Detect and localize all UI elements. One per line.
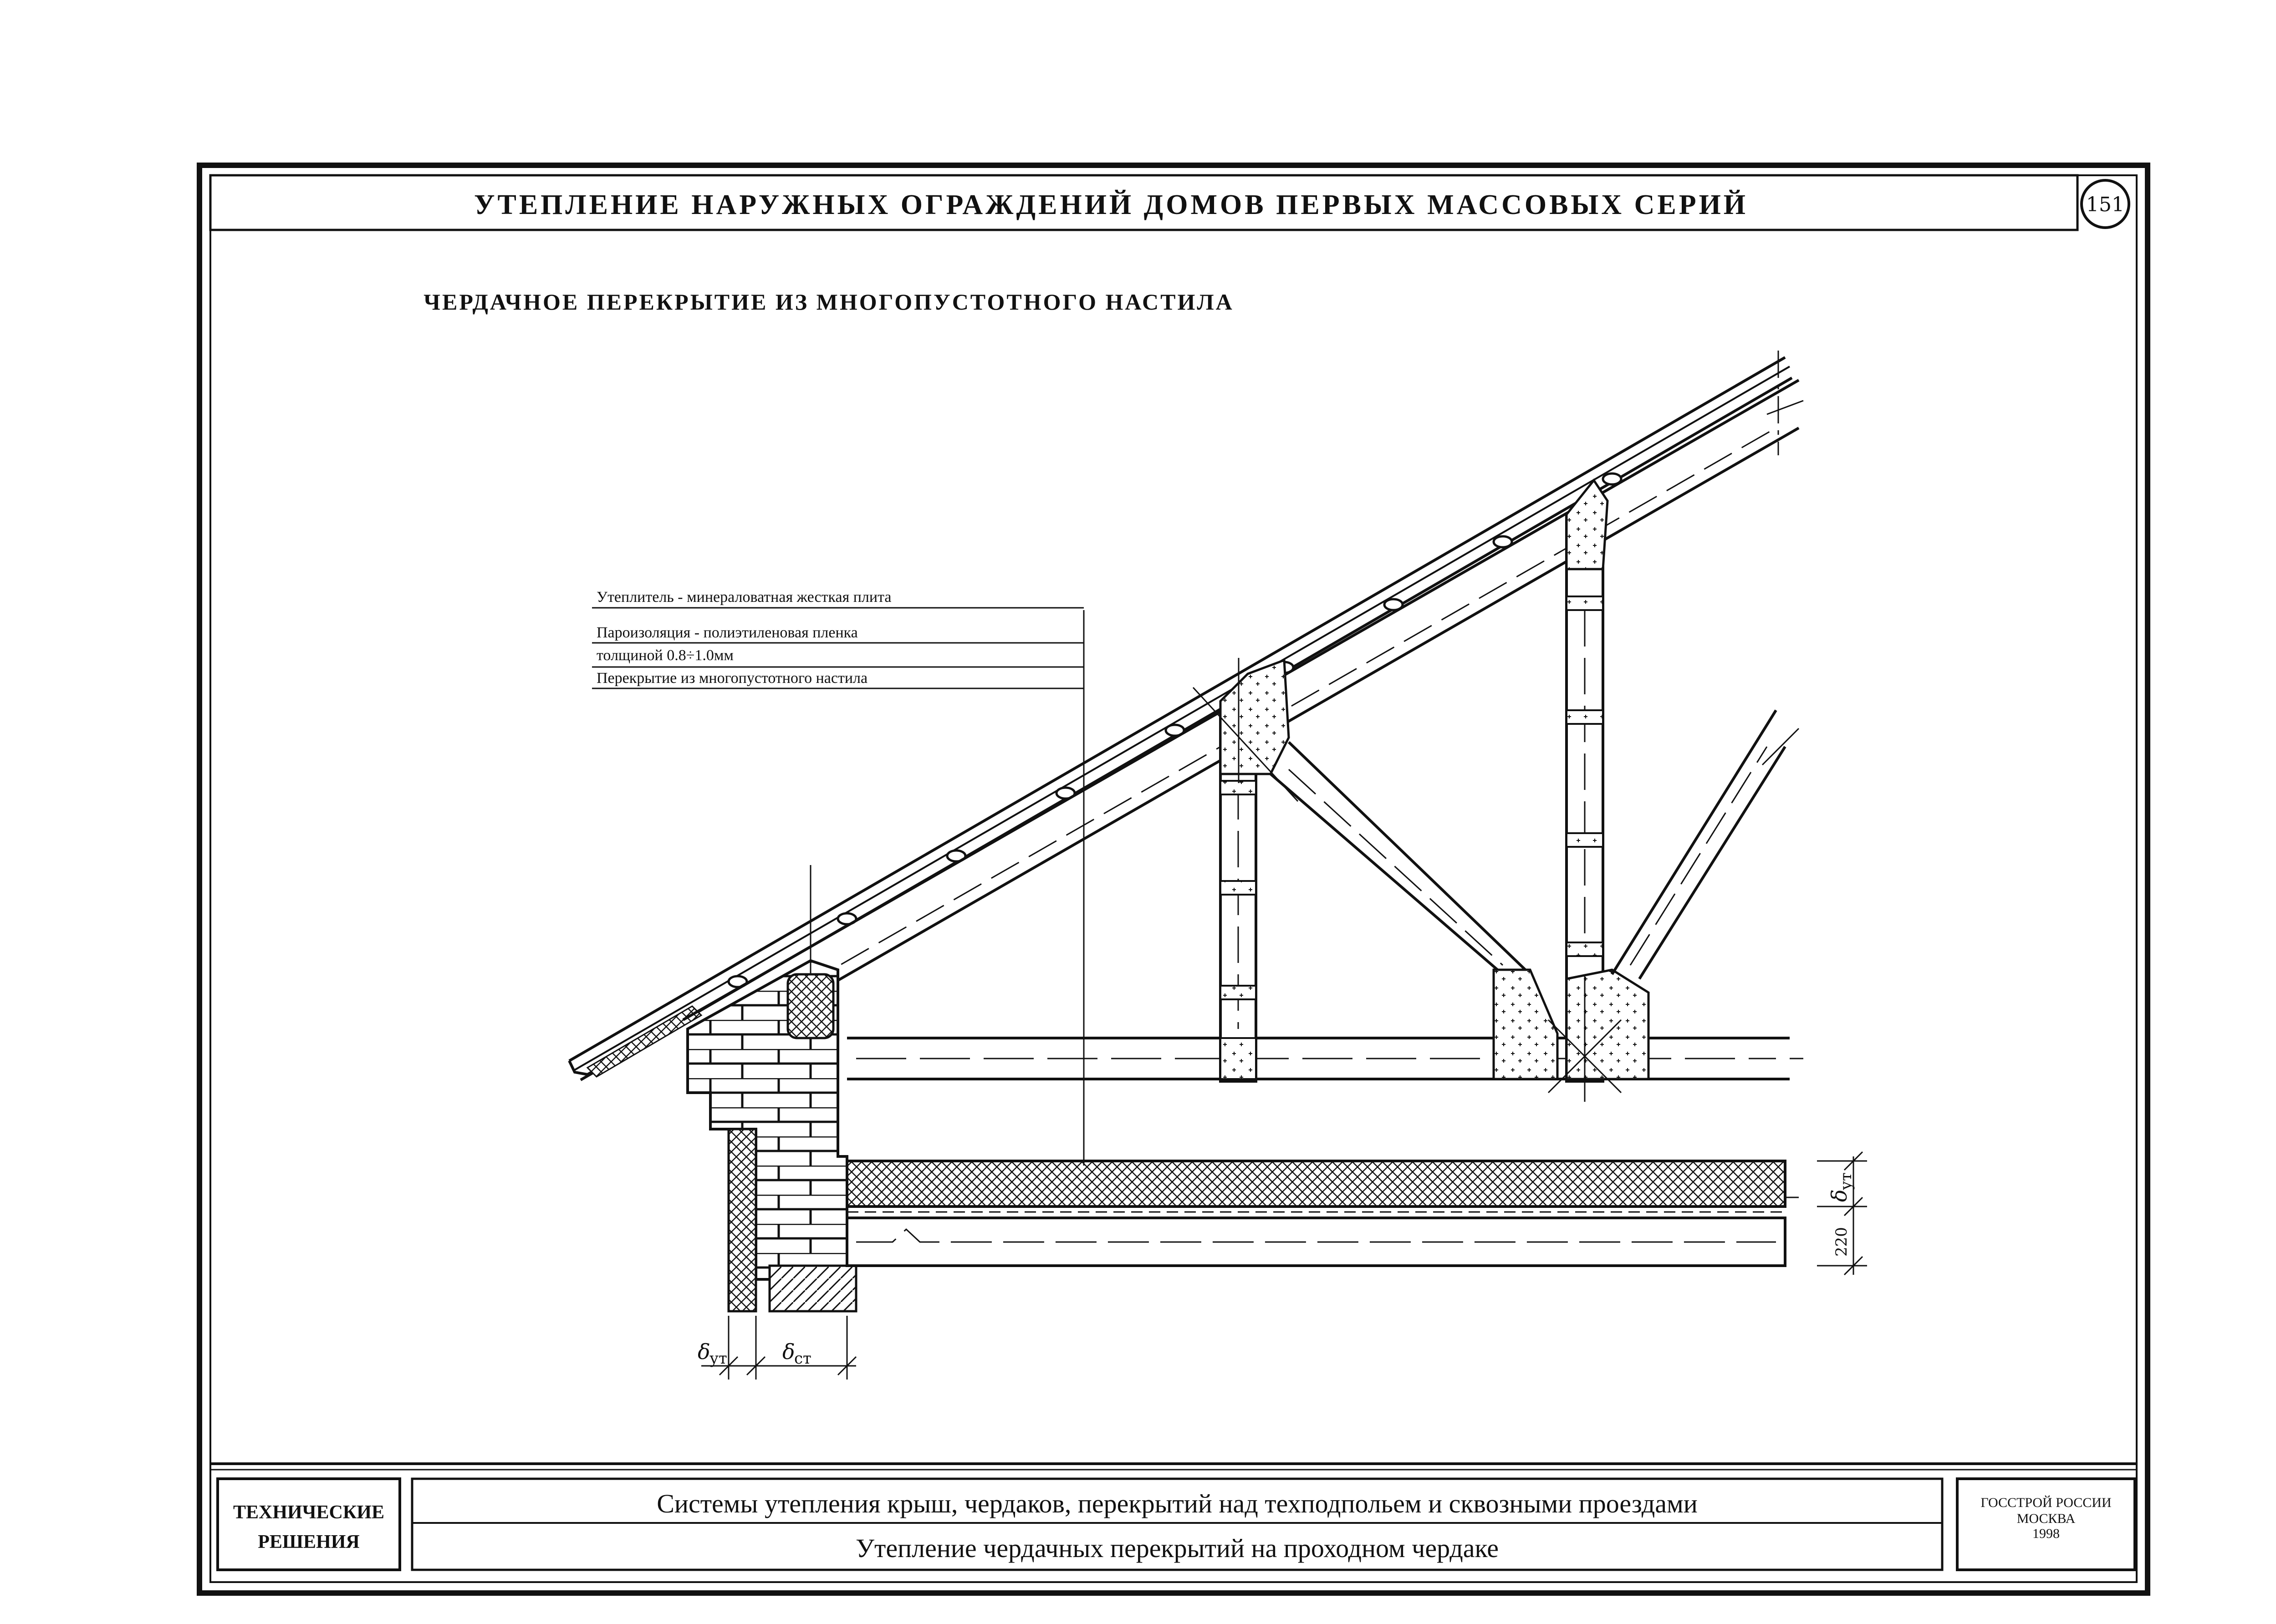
dim-insulation-thickness: [1827, 1172, 1855, 1202]
page-number: 151: [2086, 193, 2124, 216]
category-line1: ТЕХНИЧЕСКИЕ: [233, 1502, 385, 1523]
category-line2: РЕШЕНИЯ: [258, 1532, 360, 1553]
header: [210, 175, 2129, 230]
insulation-layer: [847, 1161, 1785, 1207]
dim-delta-ut2-sub: ут: [709, 1349, 727, 1368]
sheet-subtitle: Утепление чердачных перекрытий на проходном чердаке: [855, 1533, 1499, 1563]
org-city: МОСКВА: [2016, 1511, 2076, 1526]
sheet-frame: [199, 165, 2148, 1593]
post-left: [1193, 658, 1298, 1081]
brick-wall: [688, 865, 856, 1311]
org-name: ГОССТРОЙ РОССИИ: [1980, 1495, 2112, 1510]
callout-insulation: Утеплитель - минераловатная жесткая плита: [597, 589, 892, 606]
callouts: [592, 589, 1084, 688]
roof-section-drawing: [569, 351, 1803, 1311]
dim-delta-ut-sub: ут: [1837, 1172, 1855, 1190]
callout-slab: Перекрытие из многопустотного настила: [597, 670, 868, 687]
dim-slab-height: 220: [1832, 1227, 1851, 1257]
dim-wall-thickness: [782, 1339, 811, 1368]
dim-delta-st-symbol: δ: [782, 1339, 795, 1364]
dim-delta-st-sub: ст: [794, 1349, 811, 1368]
org-year: 1998: [2032, 1526, 2060, 1541]
sheet-title: УТЕПЛЕНИЕ НАРУЖНЫХ ОГРАЖДЕНИЙ ДОМОВ ПЕРВЫХ МАССОВЫХ СЕРИЙ: [474, 189, 1749, 220]
dim-delta-ut2-symbol: δ: [698, 1339, 710, 1364]
tie-beam: [847, 1038, 1803, 1079]
category-box: [218, 1479, 400, 1570]
title-block: [210, 1464, 2137, 1570]
dim-delta-ut-symbol: δ: [1827, 1189, 1852, 1202]
post-right: [1548, 480, 1648, 1102]
drawing-title: ЧЕРДАЧНОЕ ПЕРЕКРЫТИЕ ИЗ МНОГОПУСТОТНОГО НАСТИЛА: [424, 289, 1234, 315]
dim-outer-insulation: [698, 1339, 727, 1368]
callout-vapor-thickness: толщиной 0.8÷1.0мм: [597, 647, 734, 664]
callout-vapor-barrier: Пароизоляция - полиэтиленовая пленка: [597, 624, 858, 641]
attic-floor: [847, 1161, 1799, 1266]
diagonal-strut: [1271, 742, 1557, 1079]
system-title: Системы утепления крыш, чердаков, перекрытий над техподпольем и сквозными проездами: [657, 1489, 1698, 1518]
right-brace: [1612, 710, 1799, 979]
